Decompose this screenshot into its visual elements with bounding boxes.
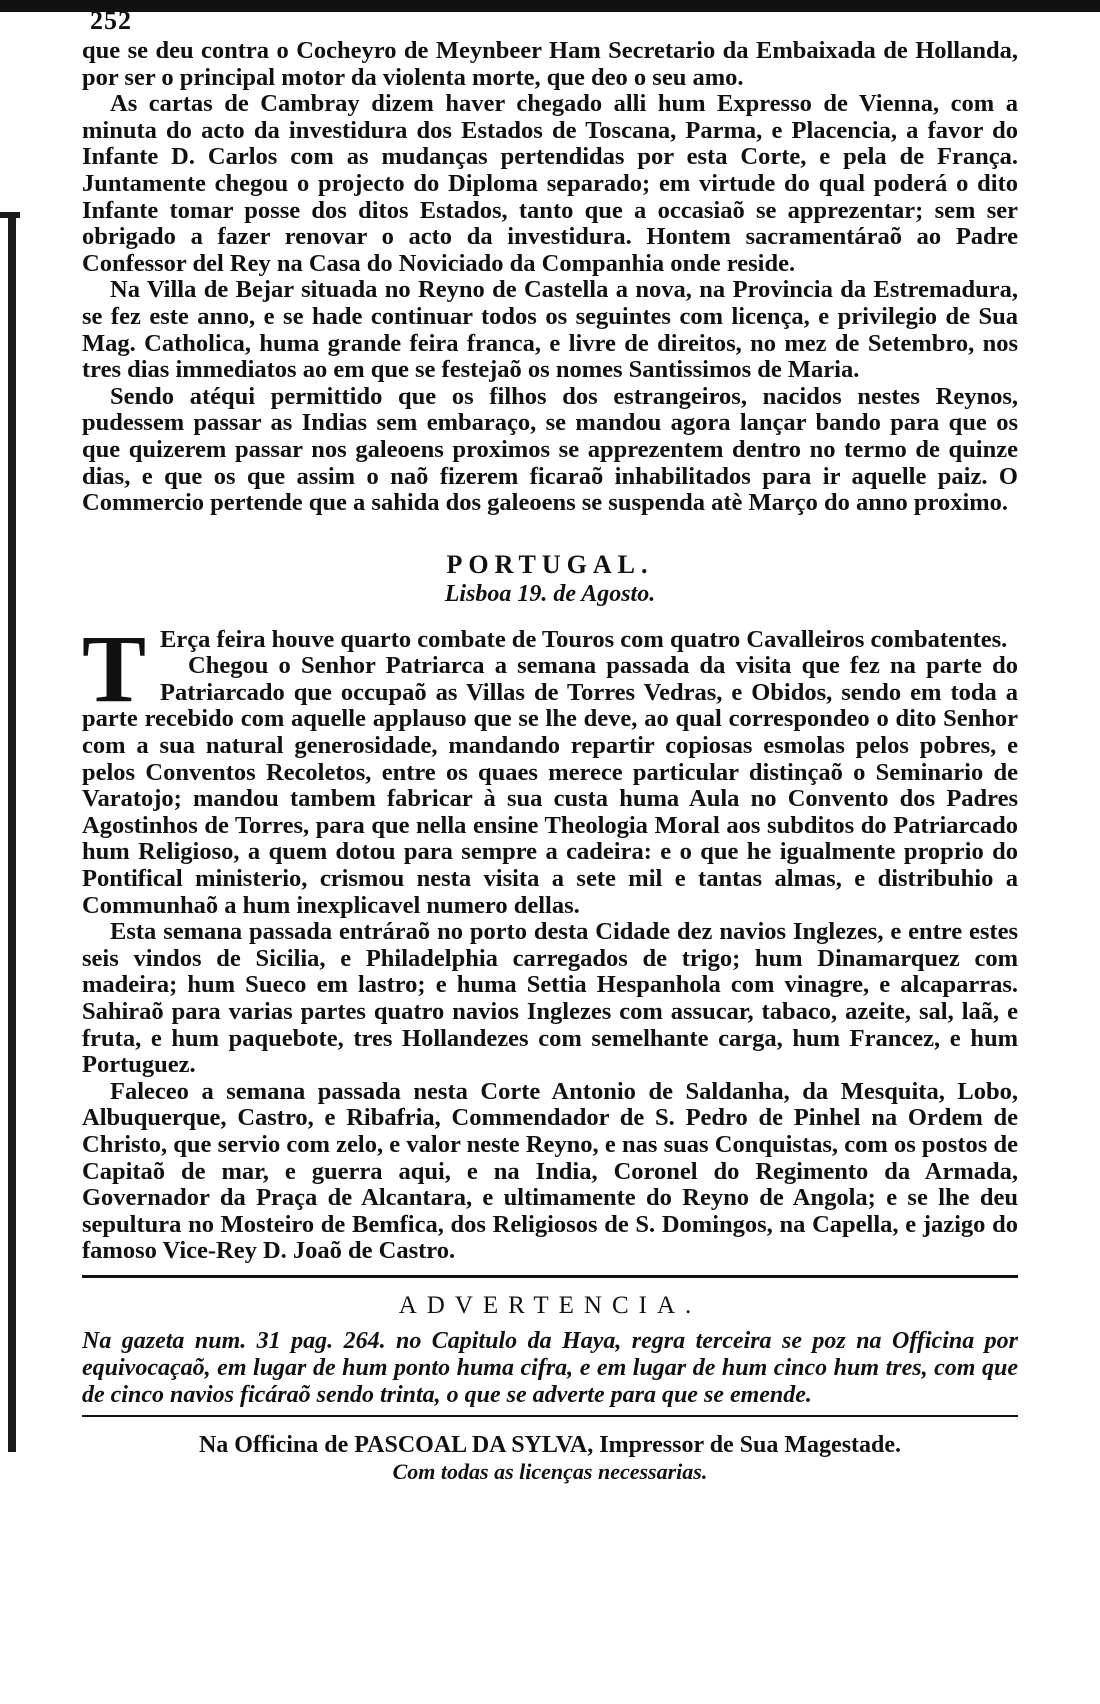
imprint-line: Na Officina de PASCOAL DA SYLVA, Impressor de Sua Magestade.	[198, 1431, 902, 1458]
drop-cap: T	[82, 614, 147, 722]
advertencia-body: Na gazeta num. 31 pag. 264. no Capitulo da Haya, regra terceira se poz na Officina por equivocaçaõ, em lugar de hum ponto huma cifra, e em lugar de hum cinco hum tres, com que de cinco navios ficáraõ sendo trinta, o que se adverte para que se emende.	[82, 1327, 1018, 1408]
page-top-border	[0, 0, 1100, 12]
page-number: 252	[90, 6, 132, 35]
paragraph-indias: Sendo atéqui permittido que os filhos dos estrangeiros, nacidos nestes Reynos, pudessem passar as Indias sem embaraço, se mandou agora lançar bando para que os que quizerem passar nos galeoens proximos se apprezentem dentro no termo de quinze dias, e que os que assim o naõ fizerem ficaraõ inhabilitados para ir aquelle paiz. O Commercio pertende que a sahida dos galeoens se suspenda atè Março do anno proximo.	[82, 382, 1018, 517]
imprint-licenses: Com todas as licenças necessarias.	[392, 1458, 708, 1484]
paragraph-bejar: Na Villa de Bejar situada no Reyno de Castella a nova, na Provincia da Estremadura, se fez este anno, e se hade continuar todos os seguintes com licença, e privilegio de Sua Mag. Catholica, huma grande feira franca, e livre de direitos, no mez de Setembro, nos tres dias immediatos ao em que se festejaõ os nomes Santissimos de Maria.	[82, 276, 1018, 384]
section-dateline: Lisboa 19. de Agosto.	[444, 580, 656, 607]
advertencia-title: ADVERTENCIA.	[398, 1291, 702, 1319]
paragraph-navios: Esta semana passada entráraõ no porto desta Cidade dez navios Inglezes, e entre estes seis vindos de Sicilia, e Philadelphia carregados de trigo; hum Dinamarquez com madeira; hum Sueco em lastro; e huma Settia Hespanhola com vinagre, e alcaparras. Sahiraõ para varias partes quatro navios Inglezes com assucar, tabaco, azeite, sal, laã, e fruta, e hum paquebote, tres Hollandezes com semelhante carga, hum Francez, e hum Portuguez.	[82, 918, 1018, 1079]
divider-rule	[82, 1275, 1018, 1278]
paragraph-patriarca: Chegou o Senhor Patriarca a semana passada da visita que fez na parte do Patriarcado que occupaõ as Villas de Torres Vedras, e Obidos, sendo em toda a parte recebido com aquelle applauso que se lhe deve, ao qual correspondeo o dito Senhor com a sua natural generosidade, mandando repartir copiosas esmolas pelos pobres, e pelos Conventos Recoletos, entre os quaes merece particular distinçaõ o Seminario de Varatojo; mandou tambem fabricar à sua custa huma Aula no Convento dos Padres Agostinhos de Torres, para que nella ensine Theologia Moral aos subditos do Patriarcado hum Religioso, a quem dotou para sempre a cadeira: e o que he igualmente proprio do Pontifical ministerio, crismou nesta visita a sete mil e tantas almas, e distribuhio a Communhaõ a hum inexplicavel numero dellas.	[82, 652, 1018, 919]
paragraph-touros-text: Erça feira houve quarto combate de Touros com quatro Cavalleiros combatentes.	[160, 625, 1008, 653]
binding-margin-tick	[0, 212, 20, 218]
paragraph-cambray: As cartas de Cambray dizem haver chegado alli hum Expresso de Vienna, com a minuta do acto da investidura dos Estados de Toscana, Parma, e Placencia, a favor do Infante D. Carlos com as mudanças pertendidas por esta Corte, e pela de França. Juntamente chegou o projecto do Diploma separado; em virtude do qual poderá o dito Infante tomar posse dos ditos Estados, tanto que a occasiaõ se apprezentar; sem ser obrigado a fazer renovar o acto da investidura. Hontem sacramentáraõ ao Padre Confessor del Rey na Casa do Noviciado da Companhia onde reside.	[82, 90, 1018, 277]
paragraph-touros	[82, 614, 1018, 722]
paragraph-obituario: Faleceo a semana passada nesta Corte Antonio de Saldanha, da Mesquita, Lobo, Albuquerque, Castro, e Ribafria, Commendador de S. Pedro de Pinhel na Ordem de Christo, que servio com zelo, e valor neste Reyno, e nas suas Conquistas, com os postos de Capitaõ de mar, e guerra aqui, e na India, Coronel do Regimento da Armada, Governador da Praça de Alcantara, e ultimamente do Reyno de Angola; e se lhe deu sepultura no Mosteiro de Bemfica, dos Religiosos de S. Domingos, na Capella, e jazigo do famoso Vice-Rey D. Joaõ de Castro.	[82, 1077, 1018, 1265]
binding-margin-bar	[8, 212, 16, 1452]
divider-rule-bottom	[82, 1415, 1018, 1417]
page-content	[82, 38, 1018, 1485]
section-title: PORTUGAL.	[446, 549, 654, 579]
paragraph-continued: que se deu contra o Cocheyro de Meynbeer Ham Secretario da Embaixada de Hollanda, por ser o principal motor da violenta morte, que deo o seu amo.	[82, 37, 1018, 91]
